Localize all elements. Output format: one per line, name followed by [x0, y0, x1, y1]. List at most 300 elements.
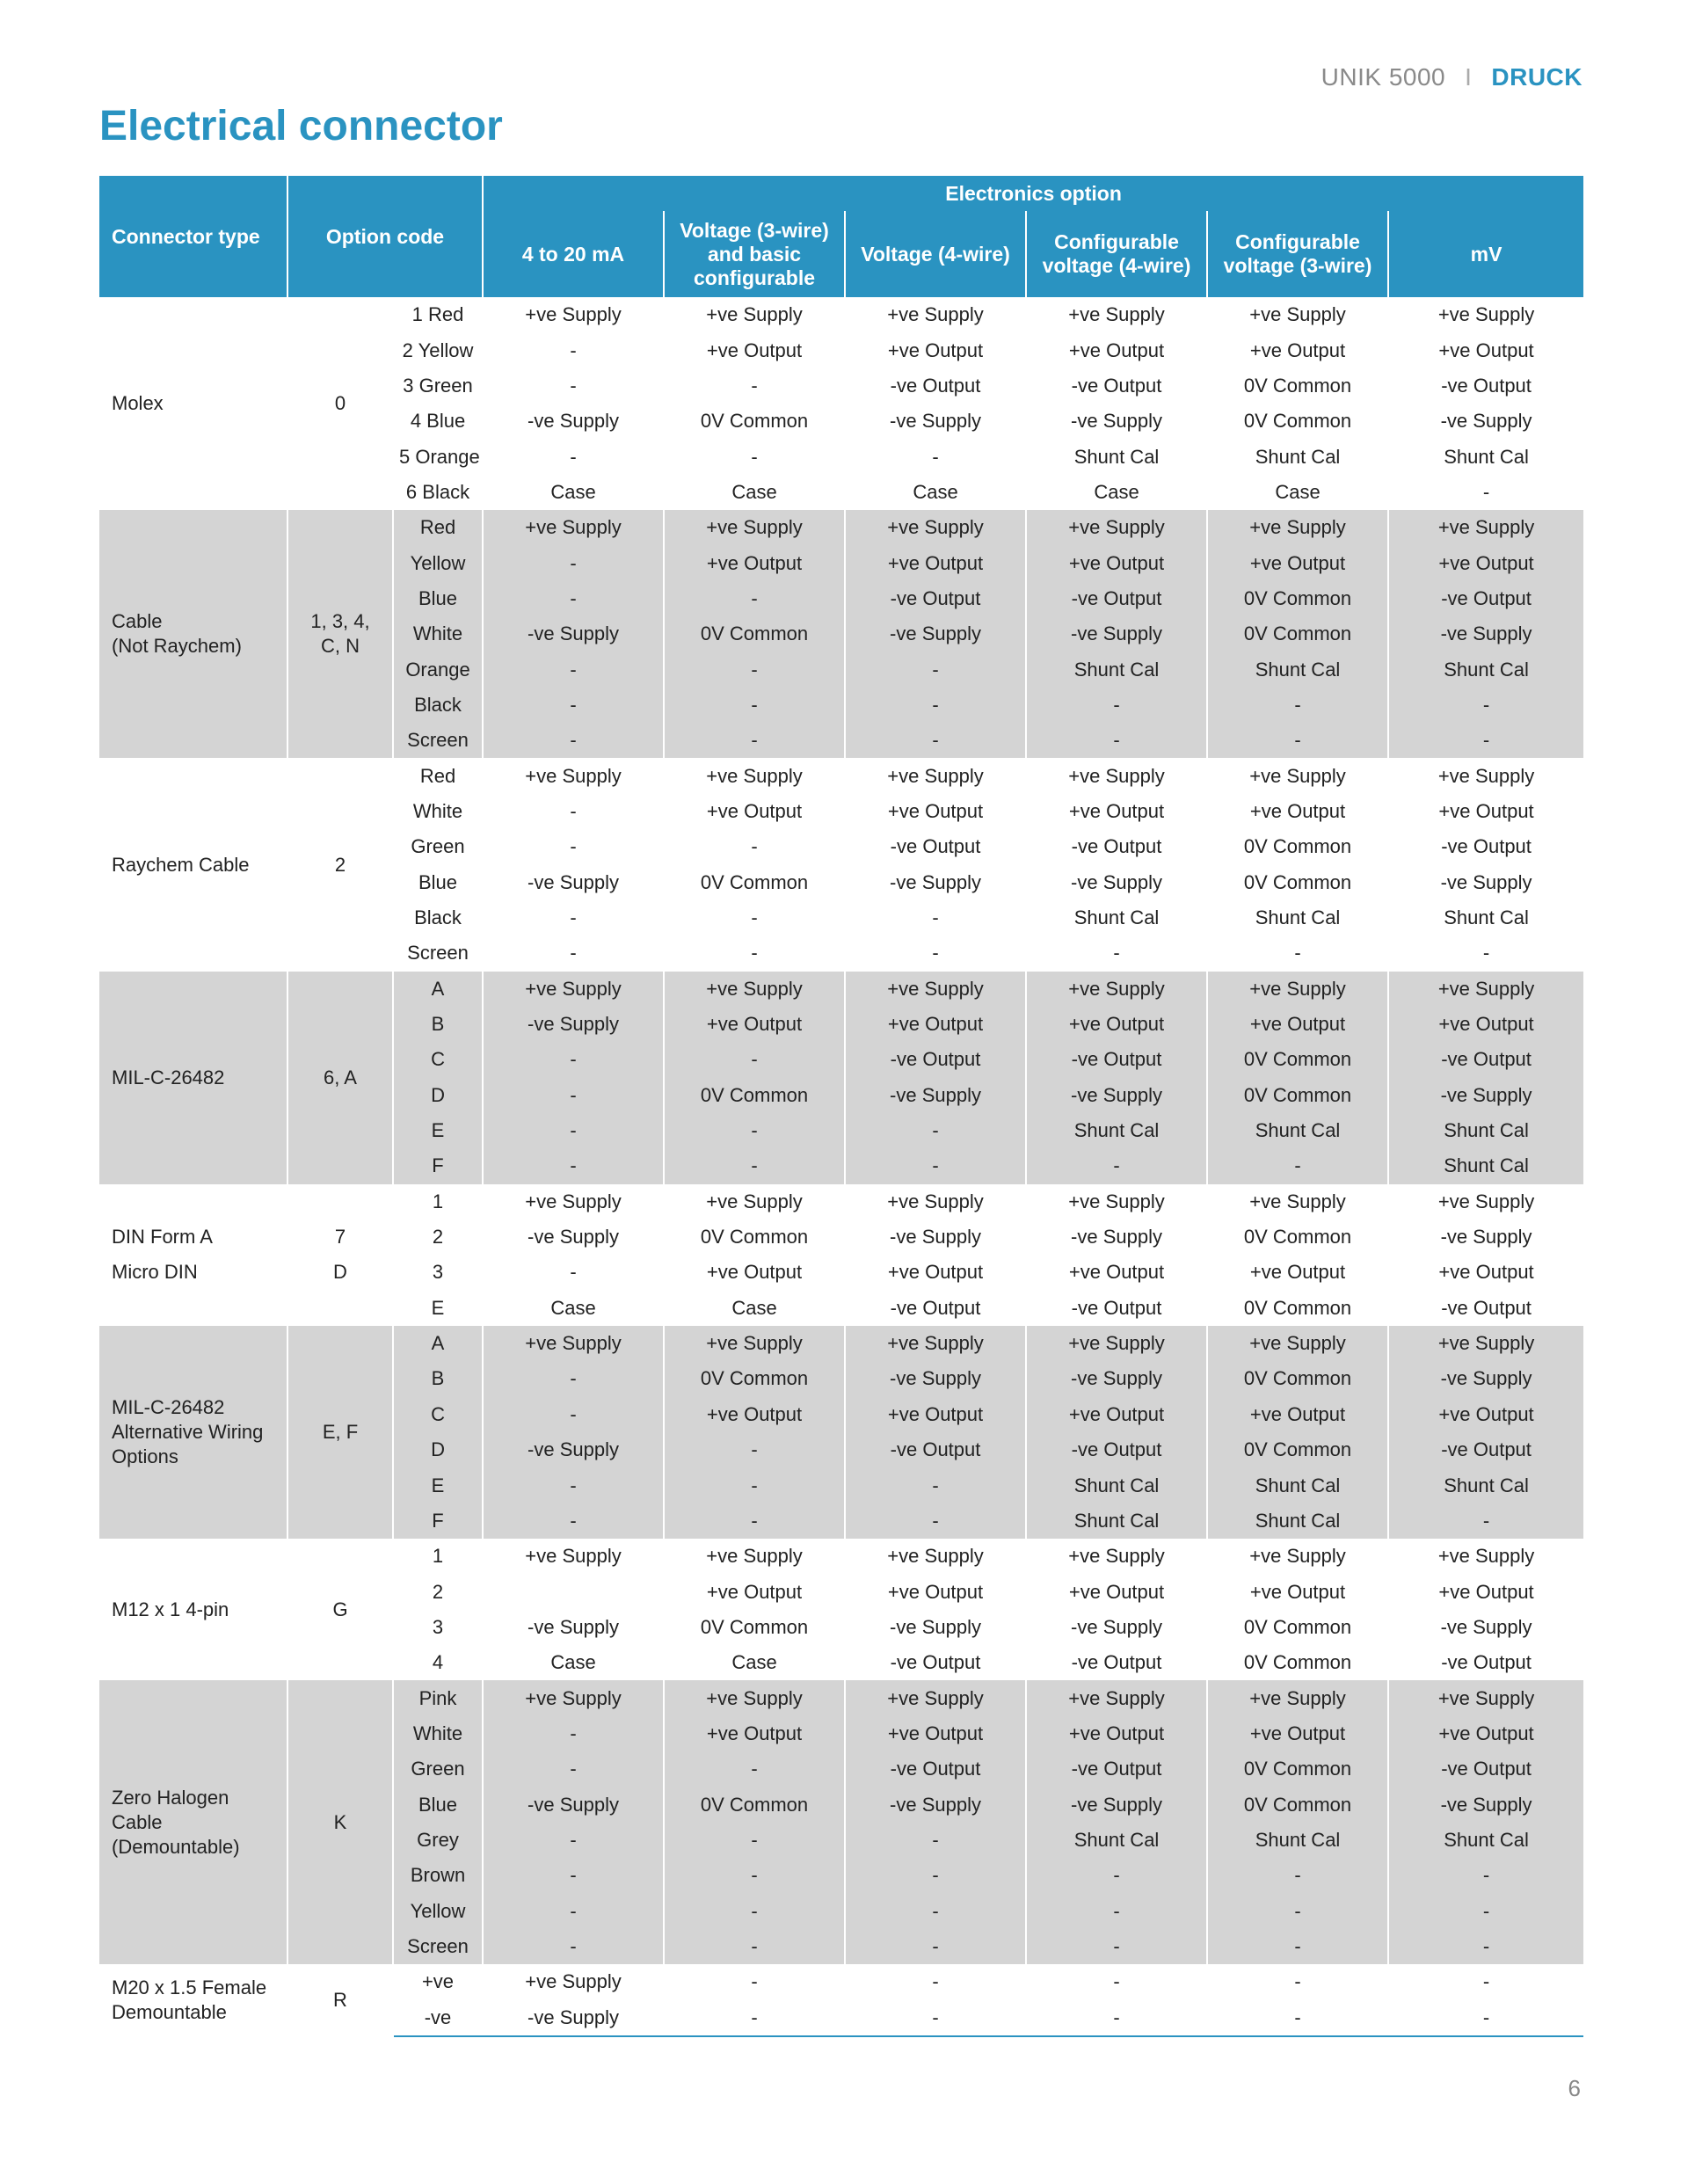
value-cell: +ve Supply [1388, 972, 1583, 1007]
value-cell: - [845, 1929, 1026, 1964]
value-cell: - [664, 1751, 845, 1787]
pin-cell: Yellow [393, 1893, 483, 1928]
value-cell: - [664, 1467, 845, 1503]
value-cell: -ve Supply [1388, 865, 1583, 900]
pin-cell: B [393, 1007, 483, 1042]
pin-cell: Screen [393, 1929, 483, 1964]
pin-cell: White [393, 616, 483, 652]
connector-type-cell [99, 1291, 287, 1326]
value-cell: Shunt Cal [1388, 1148, 1583, 1183]
value-cell: -ve Supply [1388, 1610, 1583, 1645]
value-cell: - [483, 1078, 664, 1113]
value-cell: Shunt Cal [1388, 652, 1583, 687]
value-cell: +ve Supply [1026, 758, 1207, 793]
value-cell: - [483, 1148, 664, 1183]
value-cell: -ve Output [1026, 1291, 1207, 1326]
value-cell: +ve Supply [1207, 758, 1388, 793]
pin-cell: 3 [393, 1255, 483, 1290]
value-cell: 0V Common [664, 404, 845, 439]
pin-cell: Blue [393, 581, 483, 616]
value-cell: Shunt Cal [1026, 1113, 1207, 1148]
value-cell: -ve Supply [483, 2000, 664, 2036]
table-row [99, 1291, 1583, 1326]
value-cell: - [483, 332, 664, 368]
value-cell: -ve Supply [845, 1361, 1026, 1396]
table-body [99, 297, 1583, 2036]
value-cell: - [1207, 1148, 1388, 1183]
value-cell: -ve Supply [1388, 616, 1583, 652]
value-cell: -ve Supply [845, 1787, 1026, 1822]
value-cell: +ve Supply [483, 297, 664, 332]
pin-cell: Blue [393, 865, 483, 900]
value-cell: +ve Supply [664, 1680, 845, 1715]
value-cell: - [664, 1893, 845, 1928]
table-row [99, 1184, 1583, 1219]
value-cell: +ve Output [1388, 1255, 1583, 1290]
value-cell: - [1207, 1858, 1388, 1893]
value-cell: +ve Output [1207, 1574, 1388, 1609]
value-cell: 0V Common [1207, 581, 1388, 616]
pin-cell: Pink [393, 1680, 483, 1715]
value-cell: Shunt Cal [1388, 900, 1583, 935]
pin-cell: D [393, 1432, 483, 1467]
value-cell: +ve Supply [664, 510, 845, 545]
value-cell: Shunt Cal [1026, 1467, 1207, 1503]
value-cell: +ve Supply [483, 758, 664, 793]
table-row [99, 1680, 1583, 1715]
value-cell: -ve Supply [1388, 404, 1583, 439]
value-cell: -ve Output [845, 1645, 1026, 1680]
pin-cell: 2 [393, 1219, 483, 1255]
value-cell: Case [483, 1291, 664, 1326]
pin-cell: D [393, 1078, 483, 1113]
value-cell: -ve Output [845, 1291, 1026, 1326]
table-row [99, 1539, 1583, 1574]
value-cell: +ve Output [1026, 1574, 1207, 1609]
electrical-connector-table [99, 176, 1583, 2037]
value-cell: +ve Output [664, 1007, 845, 1042]
value-cell: Case [483, 475, 664, 510]
value-cell: - [483, 1858, 664, 1893]
pin-cell: F [393, 1148, 483, 1183]
value-cell: - [1026, 1893, 1207, 1928]
value-cell: -ve Output [1026, 1042, 1207, 1077]
connector-type-cell [99, 972, 287, 1184]
value-cell: -ve Output [845, 829, 1026, 864]
value-cell: +ve Output [1026, 1007, 1207, 1042]
value-cell: Shunt Cal [1388, 1467, 1583, 1503]
value-cell: - [845, 1964, 1026, 1999]
value-cell: - [483, 794, 664, 829]
header-option-code: Option code [287, 176, 483, 297]
table-row [99, 1219, 1583, 1255]
value-cell: 0V Common [1207, 1432, 1388, 1467]
value-cell: Shunt Cal [1207, 1113, 1388, 1148]
value-cell: - [664, 1148, 845, 1183]
pin-cell: C [393, 1042, 483, 1077]
value-cell: +ve Output [1388, 1007, 1583, 1042]
value-cell: -ve Output [1388, 1751, 1583, 1787]
value-cell: -ve Output [1026, 1432, 1207, 1467]
value-cell: -ve Supply [1026, 1610, 1207, 1645]
table-row [99, 1326, 1583, 1361]
value-cell: - [1207, 2000, 1388, 2036]
value-cell: - [845, 1503, 1026, 1539]
value-cell: +ve Output [1388, 794, 1583, 829]
value-cell: +ve Output [1388, 545, 1583, 580]
value-cell: -ve Supply [483, 1787, 664, 1822]
value-cell: Shunt Cal [1207, 652, 1388, 687]
value-cell: +ve Supply [1207, 972, 1388, 1007]
value-cell: +ve Output [664, 794, 845, 829]
value-cell: +ve Output [664, 545, 845, 580]
pin-cell: A [393, 1326, 483, 1361]
value-cell: -ve Supply [483, 865, 664, 900]
value-cell: - [845, 1823, 1026, 1858]
value-cell: +ve Supply [845, 1326, 1026, 1361]
value-cell: Shunt Cal [1207, 1823, 1388, 1858]
option-code-cell [287, 297, 393, 510]
value-cell: -ve Output [845, 1042, 1026, 1077]
value-cell: Shunt Cal [1207, 1467, 1388, 1503]
value-cell: -ve Supply [483, 1007, 664, 1042]
pin-cell: F [393, 1503, 483, 1539]
pin-cell: Red [393, 758, 483, 793]
value-cell: - [664, 1964, 845, 1999]
value-cell: -ve Output [1026, 829, 1207, 864]
value-cell: - [1207, 1929, 1388, 1964]
value-cell: - [483, 1503, 664, 1539]
value-cell: +ve Output [1207, 1007, 1388, 1042]
value-cell: - [1026, 1858, 1207, 1893]
value-cell: - [845, 652, 1026, 687]
value-cell: - [483, 1397, 664, 1432]
option-code-cell [287, 1291, 393, 1326]
pin-cell: Orange [393, 652, 483, 687]
value-cell: +ve Supply [1207, 1326, 1388, 1361]
value-cell: -ve Output [1026, 1751, 1207, 1787]
value-cell: 0V Common [664, 1078, 845, 1113]
connector-type: Micro DIN [112, 1261, 198, 1284]
page-title: Electrical connector [99, 103, 503, 149]
connector-type-cell [99, 1326, 287, 1539]
header-electronics-option: Electronics option [483, 176, 1583, 211]
pin-cell: Grey [393, 1823, 483, 1858]
value-cell: 0V Common [664, 616, 845, 652]
pin-cell: Yellow [393, 545, 483, 580]
value-cell: Shunt Cal [1026, 900, 1207, 935]
value-cell: - [845, 688, 1026, 723]
option-code-cell [287, 758, 393, 971]
value-cell: -ve Supply [1388, 1787, 1583, 1822]
value-cell: - [1207, 1893, 1388, 1928]
value-cell: +ve Output [1388, 1716, 1583, 1751]
value-cell: -ve Output [845, 1432, 1026, 1467]
header-option: Voltage (3-wire) and basic configurable [664, 211, 845, 297]
value-cell: +ve Supply [664, 1184, 845, 1219]
value-cell: +ve Output [664, 332, 845, 368]
connector-type-cell [99, 1184, 287, 1219]
value-cell: +ve Supply [664, 1326, 845, 1361]
value-cell: +ve Output [1026, 1255, 1207, 1290]
connector-type-cell [99, 1539, 287, 1680]
value-cell: - [483, 829, 664, 864]
pin-cell: B [393, 1361, 483, 1396]
value-cell: Case [664, 1291, 845, 1326]
value-cell: - [1388, 935, 1583, 971]
value-cell: -ve Supply [845, 1078, 1026, 1113]
value-cell: Case [845, 475, 1026, 510]
value-cell: - [664, 439, 845, 474]
value-cell: -ve Supply [1388, 1219, 1583, 1255]
pin-cell: E [393, 1113, 483, 1148]
value-cell: - [1388, 1929, 1583, 1964]
value-cell: Shunt Cal [1026, 652, 1207, 687]
value-cell: Case [1026, 475, 1207, 510]
pin-cell: Black [393, 900, 483, 935]
pin-cell: Screen [393, 935, 483, 971]
value-cell: +ve Supply [664, 972, 845, 1007]
value-cell: - [1026, 723, 1207, 758]
value-cell: +ve Supply [1026, 972, 1207, 1007]
value-cell: - [1388, 723, 1583, 758]
value-cell: - [1026, 935, 1207, 971]
value-cell: +ve Output [1388, 1574, 1583, 1609]
value-cell: 0V Common [1207, 1751, 1388, 1787]
value-cell: +ve Supply [1026, 297, 1207, 332]
value-cell: Shunt Cal [1207, 439, 1388, 474]
value-cell: -ve Output [1388, 368, 1583, 404]
value-cell: -ve Supply [845, 1610, 1026, 1645]
value-cell: 0V Common [1207, 1219, 1388, 1255]
value-cell: - [1207, 935, 1388, 971]
pin-cell: C [393, 1397, 483, 1432]
value-cell: - [1026, 1929, 1207, 1964]
value-cell: +ve Output [1207, 1255, 1388, 1290]
value-cell: - [1388, 2000, 1583, 2036]
value-cell: - [664, 829, 845, 864]
value-cell: +ve Output [1026, 545, 1207, 580]
connector-type-cell [99, 1255, 287, 1290]
value-cell: +ve Supply [483, 510, 664, 545]
pin-cell: 2 [393, 1574, 483, 1609]
pin-cell: E [393, 1467, 483, 1503]
value-cell: +ve Supply [845, 972, 1026, 1007]
value-cell: +ve Supply [1207, 297, 1388, 332]
pin-cell: +ve [393, 1964, 483, 1999]
value-cell: - [483, 1716, 664, 1751]
connector-type-cell [99, 1680, 287, 1964]
value-cell: Shunt Cal [1026, 1503, 1207, 1539]
value-cell: - [1026, 1964, 1207, 1999]
value-cell: - [845, 1858, 1026, 1893]
pin-cell: Red [393, 510, 483, 545]
connector-type: (Not Raychem) [112, 635, 242, 658]
value-cell: - [483, 652, 664, 687]
value-cell: +ve Output [664, 1716, 845, 1751]
value-cell: - [1207, 1964, 1388, 1999]
option-code-cell [287, 1964, 393, 2036]
value-cell: 0V Common [664, 865, 845, 900]
pin-cell: Green [393, 1751, 483, 1787]
value-cell: +ve Output [845, 1397, 1026, 1432]
pin-cell: Screen [393, 723, 483, 758]
value-cell: - [483, 1751, 664, 1787]
value-cell: - [1026, 688, 1207, 723]
value-cell [483, 1574, 664, 1609]
value-cell: +ve Supply [483, 1326, 664, 1361]
value-cell: +ve Supply [845, 1184, 1026, 1219]
value-cell: +ve Supply [1026, 1539, 1207, 1574]
value-cell: +ve Supply [483, 1964, 664, 1999]
header-option: mV [1388, 211, 1583, 297]
value-cell: +ve Supply [1388, 510, 1583, 545]
connector-type: DIN Form A [112, 1226, 213, 1249]
value-cell: - [483, 688, 664, 723]
value-cell: - [483, 723, 664, 758]
option-code: 1, 3, 4, [310, 610, 370, 633]
value-cell: +ve Output [664, 1397, 845, 1432]
value-cell: - [1388, 688, 1583, 723]
value-cell: -ve Supply [845, 616, 1026, 652]
value-cell: +ve Supply [1026, 1326, 1207, 1361]
value-cell: +ve Supply [1207, 1539, 1388, 1574]
value-cell: +ve Supply [1388, 1184, 1583, 1219]
header-connector-type: Connector type [99, 176, 287, 297]
value-cell: -ve Output [1388, 1432, 1583, 1467]
value-cell: +ve Output [1026, 794, 1207, 829]
value-cell: Case [483, 1645, 664, 1680]
value-cell: - [845, 1893, 1026, 1928]
value-cell: +ve Supply [1388, 1680, 1583, 1715]
value-cell: +ve Supply [1207, 510, 1388, 545]
connector-type: Raychem Cable [112, 853, 250, 876]
value-cell: -ve Supply [1026, 1361, 1207, 1396]
value-cell: 0V Common [1207, 1291, 1388, 1326]
header-separator: I [1465, 63, 1473, 91]
pin-cell: Brown [393, 1858, 483, 1893]
value-cell: +ve Output [1207, 545, 1388, 580]
value-cell: Shunt Cal [1026, 1823, 1207, 1858]
value-cell: Shunt Cal [1026, 439, 1207, 474]
table-row [99, 972, 1583, 1007]
table-row [99, 297, 1583, 332]
value-cell: +ve Supply [483, 1680, 664, 1715]
value-cell: 0V Common [1207, 616, 1388, 652]
value-cell: +ve Supply [845, 297, 1026, 332]
value-cell: - [483, 935, 664, 971]
value-cell: - [483, 1255, 664, 1290]
connector-type-cell [99, 297, 287, 510]
option-code-cell [287, 1219, 393, 1255]
value-cell: - [845, 1113, 1026, 1148]
value-cell: - [664, 1858, 845, 1893]
value-cell: - [483, 900, 664, 935]
pin-cell: 5 Orange [393, 439, 483, 474]
header-option: Configurable voltage (3-wire) [1207, 211, 1388, 297]
option-code-cell [287, 1184, 393, 1219]
value-cell: +ve Output [1026, 332, 1207, 368]
value-cell: -ve Supply [483, 1219, 664, 1255]
pin-cell: -ve [393, 2000, 483, 2036]
value-cell: -ve Supply [845, 404, 1026, 439]
value-cell: - [483, 1893, 664, 1928]
value-cell: - [483, 439, 664, 474]
value-cell: +ve Supply [1388, 1326, 1583, 1361]
value-cell: - [1207, 688, 1388, 723]
value-cell: -ve Supply [483, 404, 664, 439]
value-cell: 0V Common [1207, 1078, 1388, 1113]
page-number: 6 [1568, 2075, 1581, 2101]
value-cell: 0V Common [1207, 368, 1388, 404]
header-option: Voltage (4-wire) [845, 211, 1026, 297]
pin-cell: 1 [393, 1184, 483, 1219]
option-code-cell [287, 1539, 393, 1680]
value-cell: - [845, 935, 1026, 971]
value-cell: - [1026, 2000, 1207, 2036]
value-cell: +ve Supply [845, 1680, 1026, 1715]
value-cell: +ve Output [845, 332, 1026, 368]
value-cell: - [664, 1929, 845, 1964]
value-cell: -ve Supply [1026, 404, 1207, 439]
value-cell: - [1388, 1858, 1583, 1893]
value-cell: - [845, 439, 1026, 474]
value-cell: 0V Common [1207, 404, 1388, 439]
product-name: UNIK 5000 [1321, 63, 1446, 91]
value-cell: -ve Output [1388, 1645, 1583, 1680]
value-cell: +ve Output [845, 1716, 1026, 1751]
value-cell: +ve Supply [845, 758, 1026, 793]
option-code: 0 [334, 392, 346, 415]
value-cell: - [664, 1113, 845, 1148]
connector-type-cell [99, 758, 287, 971]
value-cell: - [483, 1042, 664, 1077]
connector-type: M12 x 1 4-pin [112, 1598, 229, 1620]
pin-cell: 6 Black [393, 475, 483, 510]
pin-cell: Black [393, 688, 483, 723]
connector-type: MIL-C-26482 [112, 1396, 225, 1418]
value-cell: +ve Supply [483, 972, 664, 1007]
value-cell: +ve Supply [664, 758, 845, 793]
pin-cell: 2 Yellow [393, 332, 483, 368]
value-cell: - [845, 900, 1026, 935]
pin-cell: 3 [393, 1610, 483, 1645]
option-code-cell [287, 972, 393, 1184]
option-code-cell [287, 1255, 393, 1290]
pin-cell: 1 Red [393, 297, 483, 332]
option-code: C, N [321, 635, 360, 658]
value-cell: +ve Output [1207, 1397, 1388, 1432]
value-cell: -ve Output [1388, 1042, 1583, 1077]
value-cell: +ve Supply [664, 1539, 845, 1574]
option-code: K [333, 1810, 347, 1833]
value-cell: +ve Output [1026, 1716, 1207, 1751]
value-cell: 0V Common [1207, 829, 1388, 864]
value-cell: - [845, 2000, 1026, 2036]
value-cell: -ve Output [1388, 1291, 1583, 1326]
value-cell: -ve Supply [845, 1219, 1026, 1255]
value-cell: +ve Output [664, 1255, 845, 1290]
value-cell: Shunt Cal [1207, 1503, 1388, 1539]
value-cell: +ve Output [1026, 1397, 1207, 1432]
value-cell: +ve Output [1207, 332, 1388, 368]
value-cell: -ve Supply [1026, 1078, 1207, 1113]
option-code: E, F [322, 1421, 359, 1443]
value-cell: -ve Supply [1388, 1361, 1583, 1396]
value-cell: +ve Supply [483, 1539, 664, 1574]
value-cell: 0V Common [1207, 1042, 1388, 1077]
value-cell: -ve Supply [1388, 1078, 1583, 1113]
